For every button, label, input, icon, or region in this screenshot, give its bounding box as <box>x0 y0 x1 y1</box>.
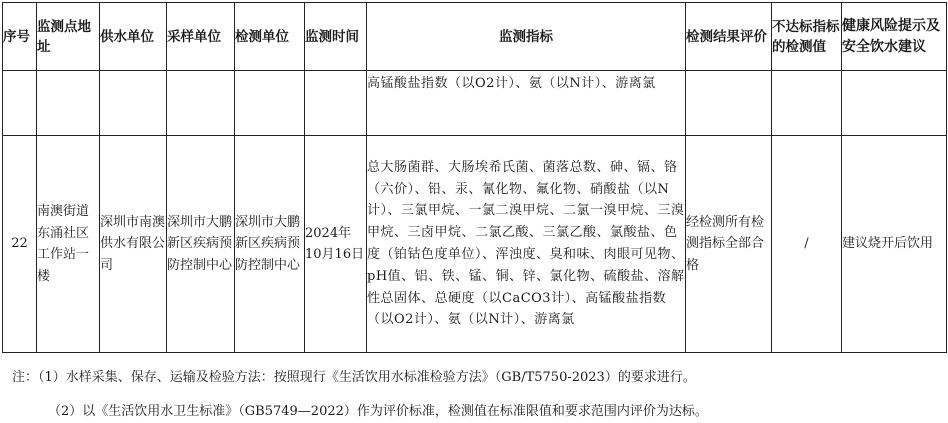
table-row <box>3 71 947 136</box>
header-seq: 序号 <box>3 3 37 71</box>
indicators-cell: 高锰酸盐指数（以O2计）、氨（以N计）、游离氯 <box>367 71 686 136</box>
failing-cell: / <box>772 136 842 353</box>
header-row <box>3 3 947 71</box>
empty-cell <box>3 71 37 136</box>
water-quality-table <box>2 2 947 353</box>
header-site: 监测点地址 <box>37 3 100 71</box>
empty-cell <box>842 71 947 136</box>
empty-cell <box>772 71 842 136</box>
empty-cell <box>235 71 305 136</box>
empty-cell <box>167 71 235 136</box>
supplier-cell: 深圳市南澳供水有限公司 <box>100 136 167 353</box>
header-testing: 检测单位 <box>235 3 305 71</box>
result-cell: 经检测所有检测指标全部合格 <box>686 136 772 353</box>
header-supplier: 供水单位 <box>100 3 167 71</box>
time-cell: 2024年10月16日 <box>305 136 367 353</box>
indicators-cell: 总大肠菌群、大肠埃希氏菌、菌落总数、砷、镉、铬（六价）、铅、汞、氰化物、氟化物、硝酸盐（以N计）、三氯甲烷、一氯二溴甲烷、二氯一溴甲烷、三溴甲烷、三卤甲烷、二氯乙酸、三氯乙酸、氯酸盐、色度（铂钴色度单位）、浑浊度、臭和味、肉眼可见物、pH值、铝、铁、锰、铜、锌、氯化物、硫酸盐、溶解性总固体、总硬度（以CaCO3计）、高锰酸盐指数（以O2计）、氨（以N计）、游离氯 <box>367 136 686 353</box>
header-sampling: 采样单位 <box>167 3 235 71</box>
header-time: 监测时间 <box>305 3 367 71</box>
empty-cell <box>100 71 167 136</box>
header-indicators: 监测指标 <box>367 3 686 71</box>
empty-cell <box>37 71 100 136</box>
note-2: （2）以《生活饮用水卫生标准》（GB5749—2022）作为评价标准，检测值在标准限值和要求范围内评价为达标。 <box>48 404 708 419</box>
empty-cell <box>305 71 367 136</box>
advice-cell: 建议烧开后饮用 <box>842 136 947 353</box>
header-advice: 健康风险提示及安全饮水建议 <box>842 3 947 71</box>
header-failing: 不达标指标的检测值 <box>772 3 842 71</box>
seq-cell: 22 <box>3 136 37 353</box>
testing-cell: 深圳市大鹏新区疾病预防控制中心 <box>235 136 305 353</box>
table-row <box>3 136 947 353</box>
empty-cell <box>686 71 772 136</box>
sampling-cell: 深圳市大鹏新区疾病预防控制中心 <box>167 136 235 353</box>
note-1: 注：（1）水样采集、保存、运输及检验方法：按照现行《生活饮用水标准检验方法》（GB/T5750-2023）的要求进行。 <box>12 370 696 385</box>
site-cell: 南澳街道东涌社区工作站一楼 <box>37 136 100 353</box>
header-result: 检测结果评价 <box>686 3 772 71</box>
